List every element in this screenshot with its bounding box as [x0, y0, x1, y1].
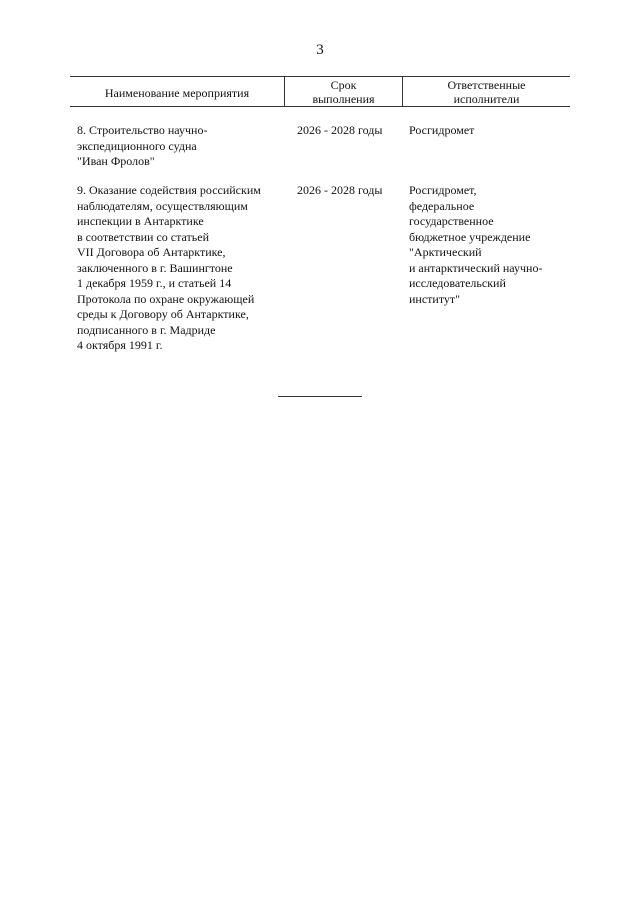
- column-header-line: Ответственные: [447, 78, 526, 92]
- text-line: "Арктический: [409, 245, 482, 259]
- text-line: 2026 - 2028 годы: [297, 123, 383, 137]
- text-line: 2026 - 2028 годы: [297, 183, 383, 197]
- column-header-line: Срок: [330, 78, 357, 92]
- text-line: бюджетное учреждение: [409, 229, 531, 244]
- text-line: подписанного в г. Мадриде: [77, 322, 216, 337]
- column-header-line: выполнения: [312, 92, 375, 106]
- row-8-event-name: [77, 123, 207, 170]
- text-line: "Иван Фролов": [77, 154, 155, 168]
- text-line: и антарктический научно-: [409, 260, 543, 275]
- text-line: наблюдателям, осуществляющим: [77, 198, 248, 213]
- text-line: 8. Строительство научно-: [77, 123, 208, 137]
- row-8-deadline: [297, 123, 382, 139]
- column-header-deadline: [285, 78, 402, 106]
- table-header-top-rule: [70, 76, 570, 77]
- text-line: заключенного в г. Вашингтоне: [77, 260, 233, 275]
- text-line: исследовательский: [409, 276, 506, 290]
- text-line: государственное: [409, 214, 494, 228]
- page-number: 3: [316, 42, 324, 58]
- table-header-bottom-rule: [70, 106, 570, 107]
- text-line: в соответствии со статьей: [77, 229, 209, 244]
- text-line: Росгидромет,: [409, 183, 477, 197]
- text-line: 4 октября 1991 г.: [77, 338, 163, 352]
- text-line: VII Договора об Антарктике,: [77, 245, 226, 259]
- text-line: инспекции в Антарктике: [77, 214, 204, 228]
- text-line: экспедиционного судна: [77, 138, 197, 153]
- row-9-deadline: [297, 183, 382, 199]
- column-header-line: Наименование мероприятия: [104, 86, 250, 100]
- text-line: 1 декабря 1959 г., и статьей 14: [77, 276, 232, 290]
- row-9-event-name: [77, 183, 261, 354]
- text-line: институт": [409, 291, 461, 306]
- document-end-line: [278, 396, 362, 397]
- text-line: 9. Оказание содействия российским: [77, 183, 261, 197]
- text-line: среды к Договору об Антарктике,: [77, 307, 249, 321]
- text-line: федеральное: [409, 198, 475, 213]
- row-9-responsible: [409, 183, 542, 307]
- column-header-line: исполнители: [453, 92, 520, 106]
- row-8-responsible: [409, 123, 474, 139]
- column-header-responsible: [403, 78, 570, 106]
- column-header-event-name: [70, 86, 284, 100]
- text-line: Росгидромет: [409, 123, 475, 137]
- text-line: Протокола по охране окружающей: [77, 291, 255, 306]
